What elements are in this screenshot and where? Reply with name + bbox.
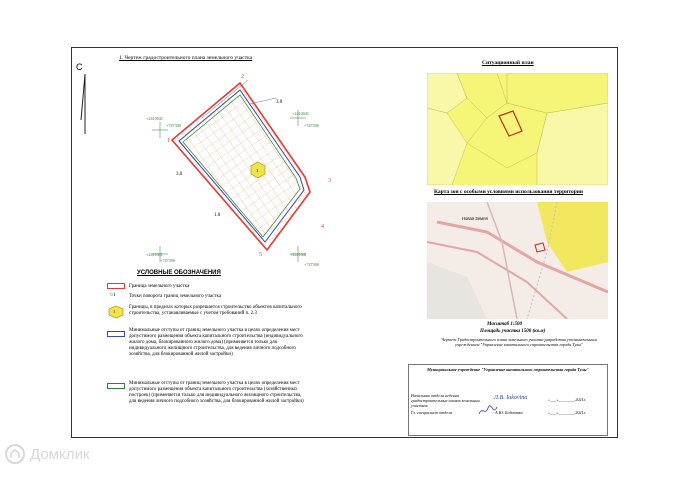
stamp-signature-1: Л.В. Iakovina	[494, 395, 528, 401]
legend-swatch-house	[107, 331, 125, 337]
dim-label-2: 3.0	[176, 172, 183, 177]
signature-icon	[478, 404, 498, 418]
legend-item-2: Точки поворота границ земельного участка	[129, 294, 222, 299]
situational-map	[427, 73, 608, 185]
parcel-boundary	[172, 83, 310, 250]
legend-swatch-build-zone	[106, 305, 126, 319]
stamp-date-1: «___»________2021г.	[548, 397, 587, 402]
stamp-role-1: Начальник отдела ведения градостроительных планов земельных участков	[411, 393, 480, 408]
zones-map-label: Новая Земля	[462, 216, 488, 221]
coord-1: +2410041	[146, 116, 164, 121]
stamp-org: Муниципальное учреждение "Управление капитального строительства города Тулы"	[427, 367, 589, 372]
legend-zone-marker: 1	[113, 309, 116, 314]
house-icon	[5, 444, 25, 464]
coord-3: +2410041	[292, 111, 310, 116]
watermark	[5, 444, 89, 464]
stamp-role-2: Гл. специалист отдела	[411, 410, 453, 415]
dim-label-1: 3.0	[276, 100, 283, 105]
north-arrow-icon	[78, 72, 92, 136]
area-text: Площадь участка 1500 (кв.м)	[480, 329, 546, 334]
parcel-drawing	[150, 70, 350, 270]
coord-6: +747300	[160, 258, 175, 263]
coord-4: +747300	[304, 123, 319, 128]
legend-title: УСЛОВНЫЕ ОБОЗНАЧЕНИЯ	[137, 270, 221, 276]
north-label: С	[76, 62, 83, 72]
legend-item-3: Границы, в пределах которых разрешается строительство объектов капитального строительства, устанавливаемые с учетом требований п. 2.3	[129, 305, 302, 316]
stamp-date-2: «___»________2021г.	[548, 410, 587, 415]
legend-swatch-sheds	[107, 383, 125, 389]
coord-2: +747300	[166, 123, 181, 128]
scale-note: Чертеж Градостроительного плана земельного участка разработан уполномоченным учреждением "Управление капитального строительства города Тулы"	[441, 337, 597, 347]
situational-title: Ситуационный план	[482, 60, 534, 66]
watermark-text: Домклик	[30, 445, 90, 463]
scale-text: Масштаб 1:500	[487, 322, 523, 327]
point-1: 1	[167, 138, 170, 144]
zone-marker-label: 1	[256, 168, 259, 173]
point-4: 4	[321, 224, 324, 230]
legend-item-5: Минимальные отступы от границ земельного участка в целях определения мест допустимого размещения объекта капитального строительства (хозяйственных построек) (применяется только для индивидуального жилищного строительства, для ведения личного подсобного хозяйства, для блокированной жилой застройки)	[129, 381, 304, 404]
legend-item-1: Граница земельного участка	[129, 284, 190, 289]
dim-label-3: 1.0	[214, 213, 221, 218]
point-3: 3	[328, 178, 331, 184]
coord-5: +2411041	[146, 252, 163, 257]
drawing-title: 1. Чертеж градостроительного плана земельного участка	[119, 55, 253, 61]
stamp-signature-2: А.Ю. Бойчатко	[495, 410, 523, 415]
legend-item-4: Минимальные отступы от границ земельного участка в целях определения мест допустимого размещения объекта капитального строительства (индивидуального жилого дома, блокированного жилого дома) (применяется только для индивидуального жилищного строительства, для ведения личного подсобного хозяйства, для блокированной жилой застройки)	[129, 328, 303, 357]
coord-7: +2411041	[290, 252, 307, 257]
point-5: 5	[259, 252, 262, 258]
zones-map-title: Карта зон с особыми условиями использования территории	[434, 189, 584, 195]
zones-map	[427, 202, 608, 319]
legend-swatch-boundary	[107, 283, 125, 289]
legend-point-marker: ○1	[110, 293, 116, 298]
point-2: 2	[241, 74, 244, 80]
coord-8: +747300	[304, 262, 319, 267]
